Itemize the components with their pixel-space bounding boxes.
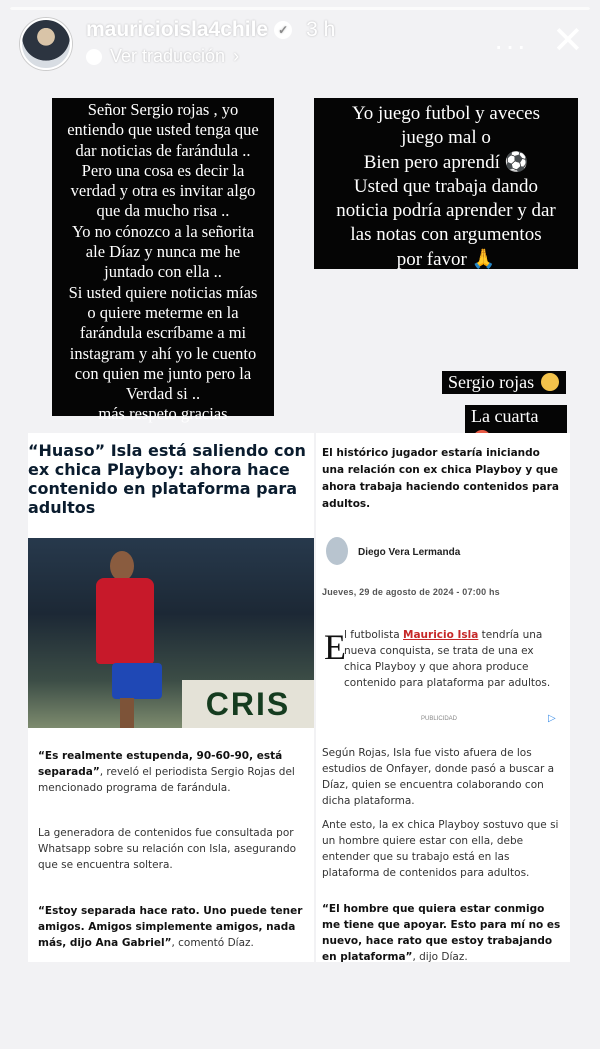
username[interactable]: mauricioisla4chile — [86, 18, 269, 41]
note-line: Si usted quiere noticias mías — [68, 282, 258, 302]
note-line: entiendo que usted tenga que — [67, 120, 259, 140]
stadium-ad-board: CRIS — [182, 680, 314, 728]
tag-label: Sergio rojas — [448, 372, 535, 392]
story-progress-fill — [10, 7, 590, 10]
translate-label[interactable]: Ver traducción — [110, 46, 226, 66]
article-photo — [28, 538, 314, 728]
note-line: que da mucho risa .. — [96, 201, 230, 221]
story-text-note-right — [314, 98, 578, 269]
article-paragraph — [38, 903, 313, 951]
profile-avatar[interactable] — [20, 18, 72, 70]
quote-bold: “Es realmente estupenda, 90-60-90, está separada” — [38, 750, 283, 778]
note-line: verdad y otra es invitar algo — [70, 181, 256, 201]
paragraph-text: tendría una nueva conquista, se trata de una ex chica Playboy y que ahora produce contenido para plataforma par adultos. — [344, 629, 551, 689]
author-avatar — [326, 537, 348, 565]
paragraph-text: l futbolista — [344, 629, 404, 641]
article-paragraph: Ante esto, la ex chica Playboy sostuvo que si un hombre quiere estar con ella, debe entender que su trabajo está en las plataforma de contenidos para adultos. — [322, 819, 559, 879]
quote-bold: “Estoy separada hace rato. Uno puede tener amigos. Amigos simplemente amigos, nada más, dijo Ana Gabriel” — [38, 905, 303, 949]
player-link[interactable]: Mauricio Isla — [403, 629, 479, 641]
publish-date: Jueves, 29 de agosto de 2024 - 07:00 hs — [322, 587, 500, 597]
player-shirt — [96, 578, 154, 664]
player-shorts — [112, 663, 162, 699]
note-line: juntado con ella .. — [104, 262, 222, 282]
note-line: farándula escríbame a mi — [79, 323, 247, 343]
paragraph-text: , dijo Díaz. — [412, 951, 468, 963]
note-line: juego mal o — [401, 127, 491, 149]
note-line: Verdad si .. — [125, 384, 201, 404]
story-text-note-left — [52, 98, 274, 424]
article-paragraph — [322, 901, 564, 965]
note-line: Señor Sergio rojas , yo — [87, 100, 239, 119]
post-time: 3 h — [306, 18, 336, 41]
paragraph-text: , comentó Díaz. — [171, 937, 254, 949]
chevron-right-icon: › — [233, 46, 240, 66]
note-line: o quiere meterme en la — [87, 302, 239, 322]
paragraph-text: , reveló el periodista Sergio Rojas del mencionado programa de farándula. — [38, 766, 295, 794]
tag-label: La cuarta — [471, 406, 539, 426]
quote-bold: “El hombre que quiera estar conmigo me tiene que apoyar. Esto para mí no es nuevo, hace rato que estoy trabajando en plataforma” — [322, 903, 561, 963]
note-line: Bien pero aprendí ⚽ — [363, 151, 529, 173]
player-head — [110, 551, 134, 581]
article-paragraph: Según Rojas, Isla fue visto afuera de los estudios de Onfayer, donde pasó a buscar a Díaz, quien se encuentra colaborando con dicha plataforma. — [322, 747, 555, 807]
note-line: más respeto gracias — [98, 404, 228, 424]
close-icon[interactable]: ✕ — [552, 20, 584, 62]
note-line: instagram y ahí yo le cuento — [69, 343, 257, 363]
note-line: dar noticias de farándula .. — [75, 140, 251, 160]
more-options-icon[interactable]: ··· — [494, 30, 528, 61]
author-name[interactable]: Diego Vera Lermanda — [358, 547, 461, 558]
verified-icon: ✓ — [274, 21, 292, 39]
article-subtitle: El histórico jugador estaría iniciando una relación con ex chica Playboy y que ahora trabaja haciendo contenidos para adultos. — [322, 447, 559, 510]
username-row[interactable] — [86, 18, 335, 42]
ad-choices-icon[interactable]: ▷ — [548, 713, 556, 724]
tag-sergio-rojas — [442, 371, 566, 394]
article-headline: “Huaso” Isla está saliendo con ex chica Playboy: ahora hace contenido en plataforma para adultos — [28, 441, 306, 517]
note-line: noticia podría aprender y dar — [336, 200, 556, 222]
note-line: las notas con argumentos — [350, 224, 542, 246]
note-line: ale Díaz y nunca me he — [85, 242, 241, 262]
note-line: con quien me junto pero la — [74, 363, 252, 383]
translate-link[interactable] — [86, 46, 239, 67]
note-line: Pero una cosa es decir la — [81, 160, 245, 180]
note-line: Yo juego futbol y aveces — [351, 103, 541, 124]
emoji-icon — [541, 373, 559, 391]
note-line: Yo no cónozco a la señorita — [71, 221, 255, 241]
player-leg — [120, 698, 134, 728]
article-paragraph: La generadora de contenidos fue consultada por Whatsapp sobre su relación con Isla, asegurando que se encuentra soltera. — [38, 827, 297, 871]
globe-icon — [86, 49, 102, 65]
article-right-screenshot — [316, 433, 570, 962]
note-line: Usted que trabaja dando — [353, 175, 539, 197]
note-line: por favor 🙏 — [396, 248, 496, 270]
article-left-screenshot — [28, 433, 314, 962]
article-paragraph — [38, 748, 313, 796]
dropcap: E — [324, 627, 346, 667]
story-progress-bar — [10, 7, 590, 10]
article-paragraph — [344, 627, 564, 691]
ad-label: PUBLICIDAD — [421, 716, 458, 722]
